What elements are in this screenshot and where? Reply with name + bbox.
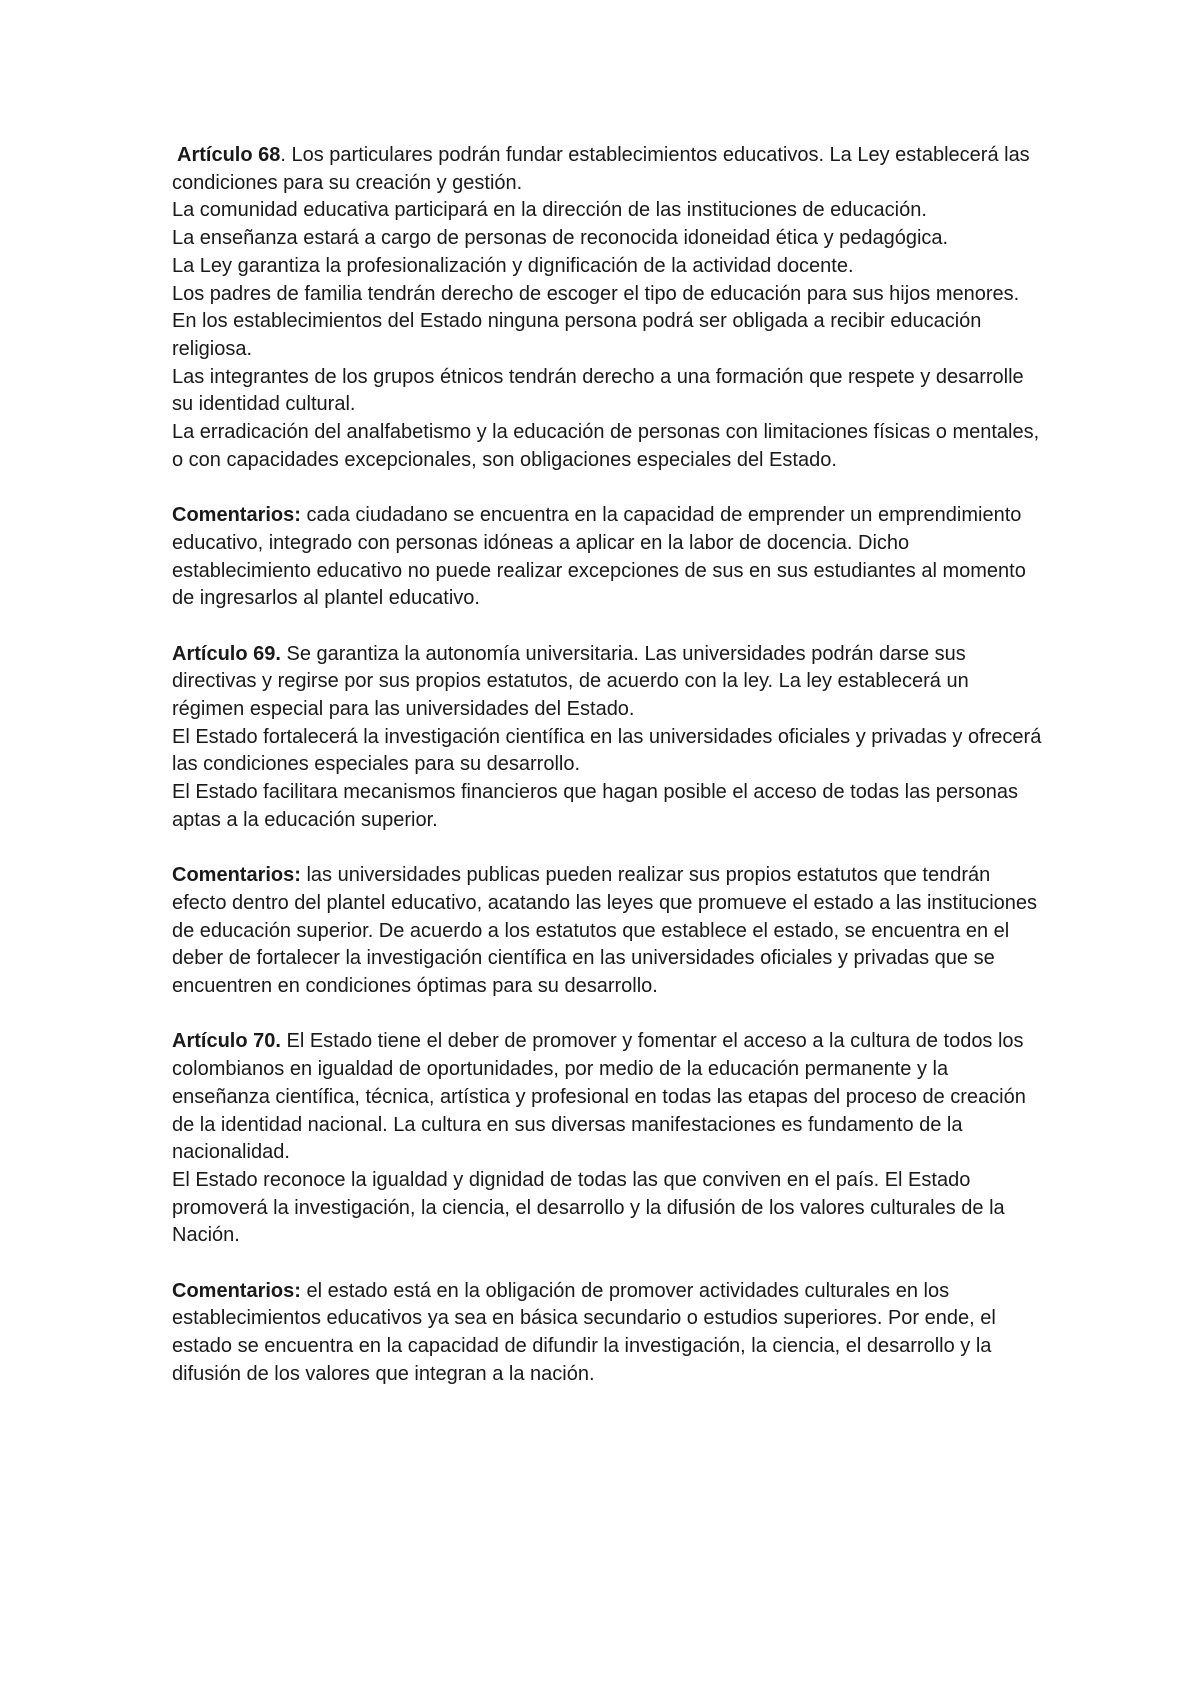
- article-68-paragraph: La erradicación del analfabetismo y la educación de personas con limitaciones físicas o mentales, o con capacidades excepcionales, son obligaciones especiales del Estado.: [172, 421, 1040, 471]
- article-68: [172, 142, 1042, 474]
- article-68-paragraph: La Ley garantiza la profesionalización y dignificación de la actividad docente.: [172, 254, 854, 277]
- article-68-paragraph: Los padres de familia tendrán derecho de escoger el tipo de educación para sus hijos menores. En los establecimientos del Estado ninguna persona podrá ser obligada a recibir educación religiosa.: [172, 282, 1020, 360]
- comment-69-body: las universidades publicas pueden realizar sus propios estatutos que tendrán efecto dentro del plantel educativo, acatando las leyes que promueve el estado a las instituciones de educación superior. De acuerdo a los estatutos que establece el estado, se encuentra en el deber de fortalecer la investigación científica en las universidades oficiales y privadas que se encuentren en condiciones óptimas para su desarrollo.: [172, 864, 1037, 998]
- article-68-heading: Artículo 68: [177, 144, 281, 166]
- article-68-intro-text: . Los particulares podrán fundar establecimientos educativos. La Ley establecerá las condiciones para su creación y gestión.: [172, 144, 1030, 194]
- article-69-intro: [172, 641, 1042, 724]
- article-68-paragraph: Las integrantes de los grupos étnicos tendrán derecho a una formación que respete y desarrolle su identidad cultural.: [172, 365, 1024, 416]
- article-70-intro: [172, 1028, 1042, 1167]
- comment-69: [172, 862, 1042, 1001]
- article-69-heading: Artículo 69.: [172, 642, 281, 665]
- comment-70: [172, 1278, 1042, 1389]
- comment-70-text: [172, 1278, 1042, 1389]
- comment-69-heading: Comentarios:: [172, 864, 301, 887]
- article-69: [172, 641, 1042, 835]
- article-70: [172, 1028, 1042, 1250]
- article-70-heading: Artículo 70.: [172, 1030, 281, 1053]
- article-69-intro-text: Se garantiza la autonomía universitaria. Las universidades podrán darse sus directivas y regirse por sus propios estatutos, de acuerdo con la ley. La ley establecerá un régimen especial para las universidades del Estado.: [172, 642, 969, 721]
- comment-70-body: el estado está en la obligación de promover actividades culturales en los establecimientos educativos ya sea en básica secundario o estudios superiores. Por ende, el estado se encuentra en la capacidad de difundir la investigación, la ciencia, el desarrollo y la difusión de los valores que integran a la nación.: [172, 1279, 996, 1385]
- article-70-intro-text: El Estado tiene el deber de promover y fomentar el acceso a la cultura de todos los colombianos en igualdad de oportunidades, por medio de la educación permanente y la enseñanza científica, técnica, artística y profesional en todas las etapas del proceso de creación de la identidad nacional. La cultura en sus diversas manifestaciones es fundamento de la nacionalidad.: [172, 1030, 1026, 1164]
- document-body: [172, 142, 1042, 1416]
- comment-68-text: [172, 502, 1042, 613]
- article-68-paragraph: La comunidad educativa participará en la dirección de las instituciones de educación.: [172, 199, 927, 222]
- comment-69-text: [172, 862, 1042, 1001]
- comment-68-body: cada ciudadano se encuentra en la capacidad de emprender un emprendimiento educativo, integrado con personas idóneas a aplicar en la labor de docencia. Dicho establecimiento educativo no puede realizar excepciones de sus en sus estudiantes al momento de ingresarlos al plantel educativo.: [172, 504, 1026, 610]
- comment-68-heading: Comentarios:: [172, 504, 301, 527]
- comment-70-heading: Comentarios:: [172, 1279, 301, 1302]
- article-69-paragraph: El Estado fortalecerá la investigación científica en las universidades oficiales y privadas y ofrecerá las condiciones especiales para su desarrollo.: [172, 725, 1042, 776]
- article-68-paragraph: La enseñanza estará a cargo de personas de reconocida idoneidad ética y pedagógica.: [172, 227, 949, 250]
- article-69-paragraph: El Estado facilitara mecanismos financieros que hagan posible el acceso de todas las personas aptas a la educación superior.: [172, 781, 1019, 831]
- article-68-intro: [172, 142, 1042, 197]
- comment-68: [172, 502, 1042, 613]
- article-70-paragraph: El Estado reconoce la igualdad y dignidad de todas las que conviven en el país. El Estado promoverá la investigación, la ciencia, el desarrollo y la difusión de los valores culturales de la Nación.: [172, 1168, 1005, 1247]
